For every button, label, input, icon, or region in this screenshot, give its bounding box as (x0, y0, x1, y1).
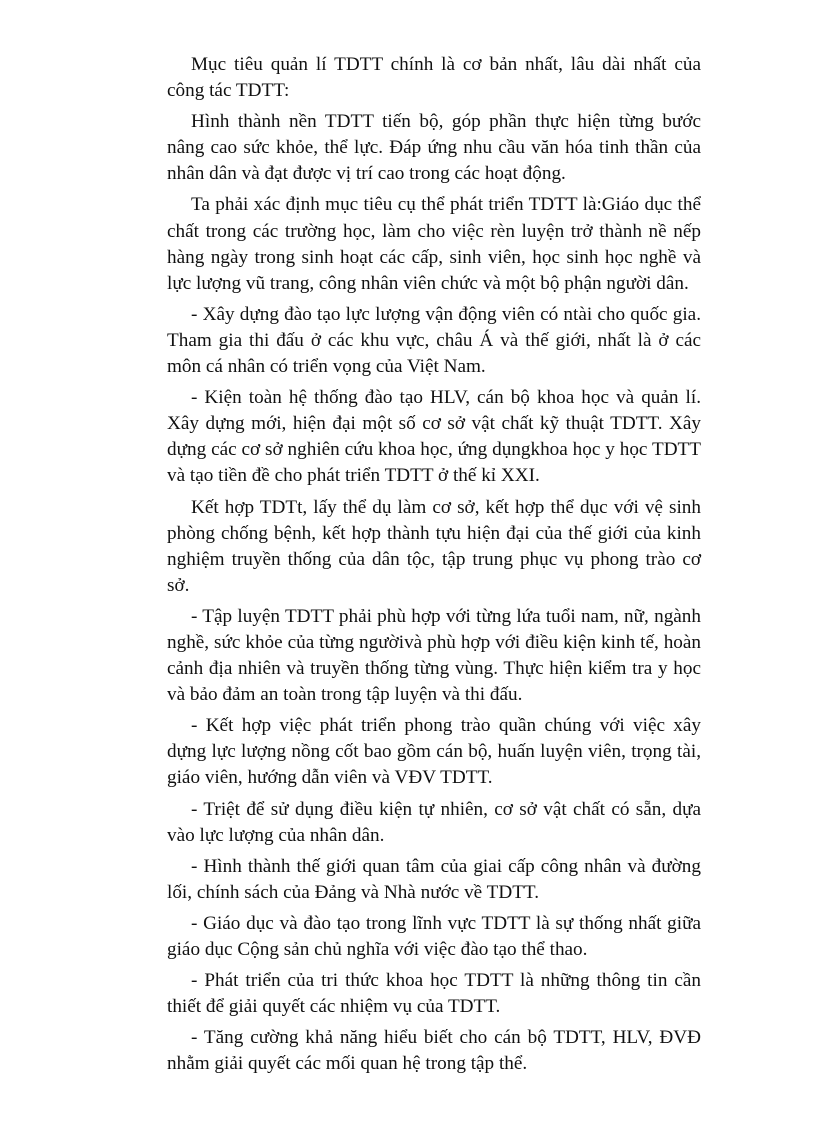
paragraph-training-suitability: - Tập luyện TDTT phải phù hợp với từng lứa tuổi nam, nữ, ngành nghề, sức khỏe của từng ngườivà phù hợp với điều kiện kinh tế, hoàn cảnh địa nhiên và truyền thống từng vùng. Thực hiện kiểm tra y học và bảo đảm an toàn trong tập luyện và thi đấu. (167, 605, 701, 706)
paragraph-natural-conditions: - Triệt để sử dụng điều kiện tự nhiên, cơ sở vật chất có sẵn, dựa vào lực lượng của nhân dân. (167, 798, 701, 846)
paragraph-education: - Giáo dục và đào tạo trong lĩnh vực TDTT là sự thống nhất giữa giáo dục Cộng sản chủ nghĩa với việc đào tạo thể thao. (167, 912, 701, 960)
paragraph-goal-intro: Mục tiêu quản lí TDTT chính là cơ bản nhất, lâu dài nhất của công tác TDTT: (167, 54, 701, 102)
paragraph-understanding: - Tăng cường khả năng hiểu biết cho cán bộ TDTT, HLV, ĐVĐ nhằm giải quyết các mối quan hệ trong tập thể. (167, 1027, 701, 1075)
paragraph-specific-goals: Ta phải xác định mục tiêu cụ thể phát triển TDTT là:Giáo dục thể chất trong các trường học, làm cho việc rèn luyện trở thành nề nếp hàng ngày trong sinh hoạt các cấp, sinh viên, học sinh học nghề và lực lượng vũ trang, công nhân viên chức và một bộ phận người dân. (167, 194, 701, 294)
paragraph-mass-movement: - Kết hợp việc phát triển phong trào quần chúng với việc xây dựng lực lượng nồng cốt bao gồm cán bộ, huấn luyện viên, trọng tài, giáo viên, hướng dẫn viên và VĐV TDTT. (167, 715, 701, 789)
paragraph-goal-description: Hình thành nền TDTT tiến bộ, góp phần thực hiện từng bước nâng cao sức khỏe, thể lực. Đáp ứng nhu cầu văn hóa tinh thần của nhân dân và đạt được vị trí cao trong các hoạt động. (167, 111, 701, 185)
document-page (167, 52, 701, 1082)
paragraph-coach-system: - Kiện toàn hệ thống đào tạo HLV, cán bộ khoa học và quản lí. Xây dựng mới, hiện đại một số cơ sở vật chất kỹ thuật TDTT. Xây dựng các cơ sở nghiên cứu khoa học, ứng dụngkhoa học y học TDTT và tạo tiền đề cho phát triển TDTT ở thế kỉ XXI. (167, 387, 701, 487)
paragraph-athlete-training: - Xây dựng đào tạo lực lượng vận động viên có ntài cho quốc gia. Tham gia thi đấu ở các khu vực, châu Á và thế giới, nhất là ở các môn cá nhân có triển vọng của Việt Nam. (167, 303, 701, 378)
paragraph-combine-tdtt: Kết hợp TDTt, lấy thể dụ làm cơ sở, kết hợp thể dục với vệ sinh phòng chống bệnh, kết hợp thành tựu hiện đại của thế giới của kinh nghiệm truyền thống của dân tộc, tập trung phục vụ phong trào cơ sở. (167, 496, 701, 596)
paragraph-knowledge: - Phát triển của tri thức khoa học TDTT là những thông tin cần thiết để giải quyết các nhiệm vụ của TDTT. (167, 970, 701, 1018)
paragraph-worldview: - Hình thành thế giới quan tâm của giai cấp công nhân và đường lối, chính sách của Đảng và Nhà nước về TDTT. (167, 855, 701, 903)
